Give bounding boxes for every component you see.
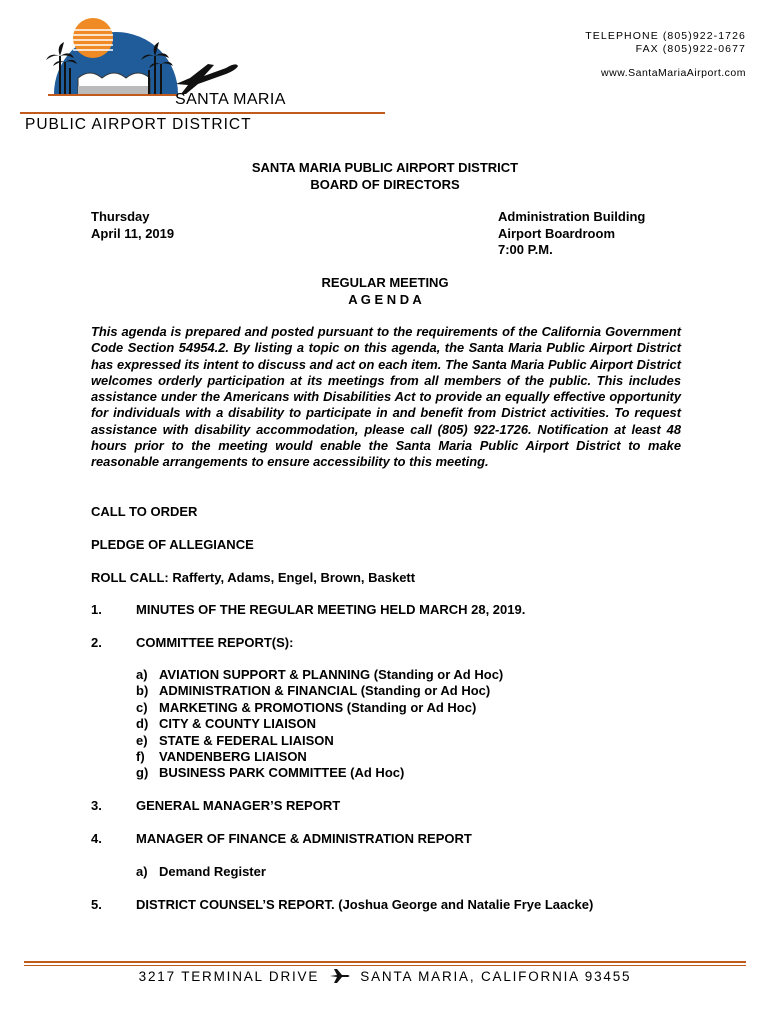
item-number: 3. bbox=[91, 798, 102, 813]
meeting-day: Thursday bbox=[91, 209, 150, 224]
agenda-item-counsel-report: DISTRICT COUNSEL’S REPORT. (Joshua George and Natalie Frye Laacke) bbox=[136, 897, 594, 912]
list-item: d) CITY & COUNTY LIAISON bbox=[136, 716, 316, 732]
agenda-item-finance-report: MANAGER OF FINANCE & ADMINISTRATION REPORT bbox=[136, 831, 472, 846]
footer-divider-thin bbox=[24, 965, 746, 966]
address-city: SANTA MARIA, CALIFORNIA 93455 bbox=[360, 968, 632, 984]
agenda-item-general-manager: GENERAL MANAGER’S REPORT bbox=[136, 798, 341, 813]
list-item: b) ADMINISTRATION & FINANCIAL (Standing or Ad Hoc) bbox=[136, 683, 491, 699]
pledge-of-allegiance: PLEDGE OF ALLEGIANCE bbox=[91, 537, 254, 552]
org-name-line1: SANTA MARIA bbox=[175, 91, 286, 108]
meeting-building: Administration Building bbox=[498, 209, 646, 224]
committee-subitem-list bbox=[136, 667, 503, 782]
airplane-icon bbox=[329, 968, 351, 984]
agenda-heading: A G E N D A bbox=[348, 292, 422, 307]
list-item: a) Demand Register bbox=[136, 864, 266, 879]
meeting-time: 7:00 P.M. bbox=[498, 242, 553, 257]
item-number: 1. bbox=[91, 602, 102, 617]
address-street: 3217 TERMINAL DRIVE bbox=[138, 968, 320, 984]
meeting-date: April 11, 2019 bbox=[91, 225, 175, 241]
list-item: a) AVIATION SUPPORT & PLANNING (Standing or Ad Hoc) bbox=[136, 667, 504, 682]
document-title-line2: BOARD OF DIRECTORS bbox=[310, 177, 460, 192]
list-item: c) MARKETING & PROMOTIONS (Standing or Ad Hoc) bbox=[136, 699, 477, 715]
finance-subitem-list bbox=[136, 864, 266, 880]
document-title-line1: SANTA MARIA PUBLIC AIRPORT DISTRICT bbox=[251, 160, 519, 175]
agenda-item-minutes: MINUTES OF THE REGULAR MEETING HELD MARCH 28, 2019. bbox=[136, 602, 526, 617]
item-number: 5. bbox=[91, 897, 102, 912]
list-item: g) BUSINESS PARK COMMITTEE (Ad Hoc) bbox=[136, 765, 405, 781]
footer-divider bbox=[24, 961, 746, 963]
roll-call: ROLL CALL: Rafferty, Adams, Engel, Brown, Baskett bbox=[91, 570, 416, 585]
item-number: 4. bbox=[91, 831, 102, 846]
accessibility-notice: This agenda is prepared and posted pursuant to the requirements of the California Government Code Section 54954.2. By listing a topic on this agenda, the Santa Maria Public Airport District has expressed its intent to discuss and act on each item. The Santa Maria Public Airport District welcomes orderly participation at its meetings from all members of the public. This includes assistance under the Americans with Disabilities Act to provide an equally effective opportunity for individuals with a disability to participate in and benefit from District activities. To request assistance with disability accommodation, please call (805) 922-1726. Notification at least 48 hours prior to the meeting would enable the Santa Maria Public Airport District to make reasonable arrangements to ensure accessibility to this meeting. bbox=[91, 324, 681, 470]
meeting-day-date bbox=[91, 209, 174, 242]
telephone: TELEPHONE (805)922-1726 bbox=[585, 30, 746, 42]
fax: FAX (805)922-0677 bbox=[635, 43, 746, 55]
website: www.SantaMariaAirport.com bbox=[601, 67, 746, 79]
meeting-room: Airport Boardroom bbox=[498, 225, 615, 241]
agenda-item-committee-reports: COMMITTEE REPORT(S): bbox=[136, 635, 294, 650]
footer-address bbox=[0, 968, 770, 984]
meeting-type: REGULAR MEETING bbox=[321, 275, 449, 290]
meeting-location bbox=[498, 209, 645, 259]
item-number: 2. bbox=[91, 635, 102, 650]
header-divider bbox=[20, 112, 385, 114]
call-to-order: CALL TO ORDER bbox=[91, 504, 198, 519]
org-name-line2: PUBLIC AIRPORT DISTRICT bbox=[25, 116, 252, 133]
list-item: f) VANDENBERG LIAISON bbox=[136, 749, 307, 765]
list-item: e) STATE & FEDERAL LIAISON bbox=[136, 732, 334, 748]
